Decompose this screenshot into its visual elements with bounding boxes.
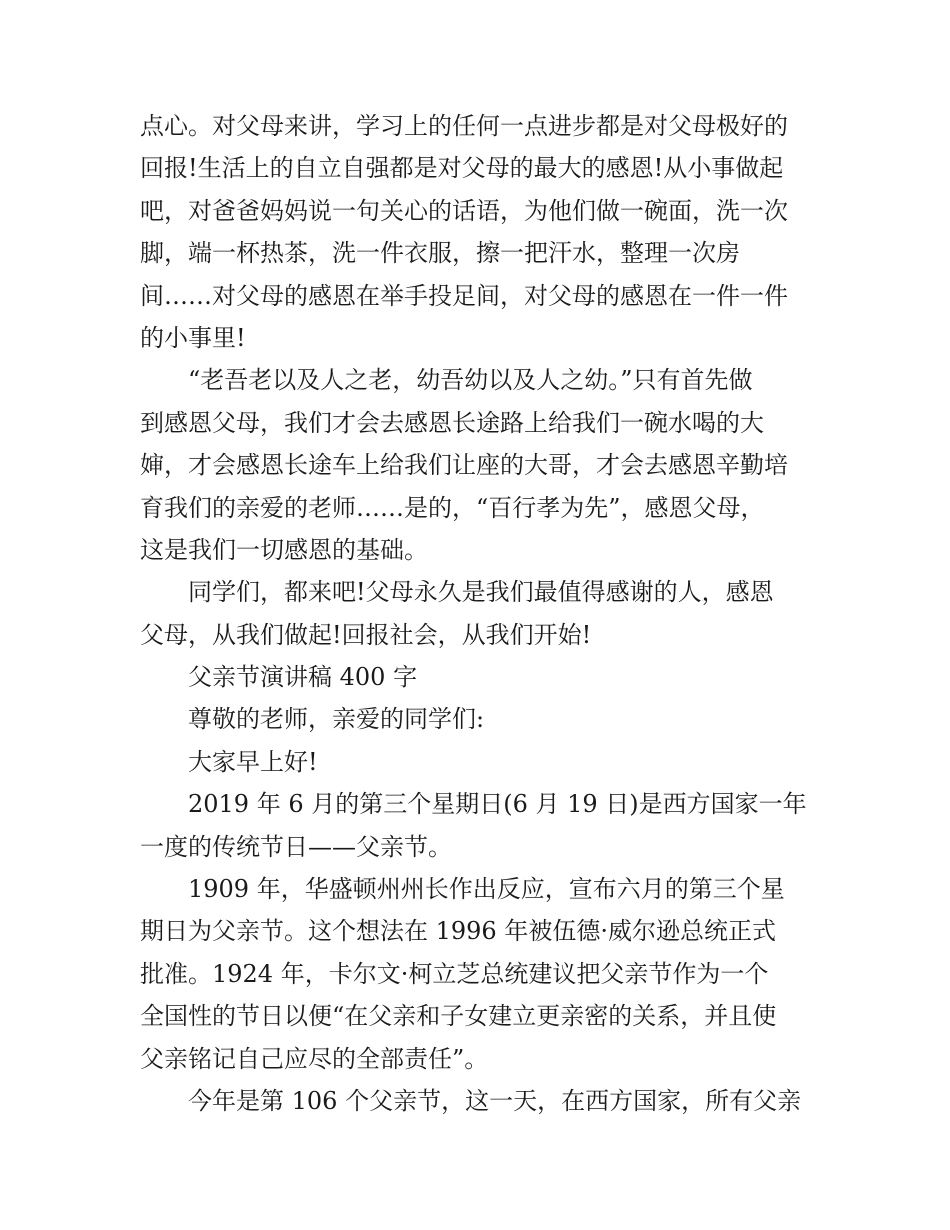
text-line: 脚，端一杯热茶，洗一件衣服，擦一把汗水，整理一次房 — [140, 239, 740, 268]
text-line: 大家早上好! — [188, 747, 318, 776]
text-line: 婶，才会感恩长途车上给我们让座的大哥，才会去感恩辛勤培 — [140, 451, 788, 480]
text-line: 父亲节演讲稿 400 字 — [188, 663, 418, 692]
document-body — [140, 105, 820, 1122]
text-line: 这是我们一切感恩的基础。 — [140, 535, 428, 564]
text-line: 育我们的亲爱的老师……是的，“百行孝为先”，感恩父母， — [140, 493, 765, 522]
text-line: 回报!生活上的自立自强都是对父母的最大的感恩!从小事做起 — [140, 154, 784, 183]
text-line: 父母，从我们做起!回报社会，从我们开始! — [140, 620, 592, 649]
text-line: 一度的传统节日——父亲节。 — [140, 832, 452, 861]
text-line: 全国性的节日以便“在父亲和子女建立更亲密的关系，并且使 — [140, 1002, 777, 1031]
text-line: 到感恩父母，我们才会去感恩长途路上给我们一碗水喝的大 — [140, 408, 764, 437]
text-line: 点心。对父母来讲，学习上的任何一点进步都是对父母极好的 — [140, 112, 788, 140]
text-line: 间……对父母的感恩在举手投足间，对父母的感恩在一件一件 — [140, 281, 788, 310]
text-line: 的小事里! — [140, 323, 246, 352]
text-line: 2019 年 6 月的第三个星期日(6 月 19 日)是西方国家一年 — [188, 790, 807, 819]
text-line: 同学们，都来吧!父母永久是我们最值得感谢的人，感恩 — [188, 578, 774, 607]
text-line: 批准。1924 年，卡尔文·柯立芝总统建议把父亲节作为一个 — [140, 959, 769, 988]
text-line: 期日为父亲节。这个想法在 1996 年被伍德·威尔逊总统正式 — [140, 917, 776, 946]
text-line: 吧，对爸爸妈妈说一句关心的话语，为他们做一碗面，洗一次 — [140, 196, 788, 225]
text-line: 1909 年，华盛顿州州长作出反应，宣布六月的第三个星 — [188, 875, 785, 904]
text-line: 今年是第 106 个父亲节，这一天，在西方国家，所有父亲 — [188, 1086, 802, 1115]
text-line: 尊敬的老师，亲爱的同学们: — [188, 705, 485, 734]
text-line: 父亲铭记自己应尽的全部责任”。 — [140, 1044, 489, 1073]
text-line: “老吾老以及人之老，幼吾幼以及人之幼。”只有首先做 — [188, 366, 753, 395]
